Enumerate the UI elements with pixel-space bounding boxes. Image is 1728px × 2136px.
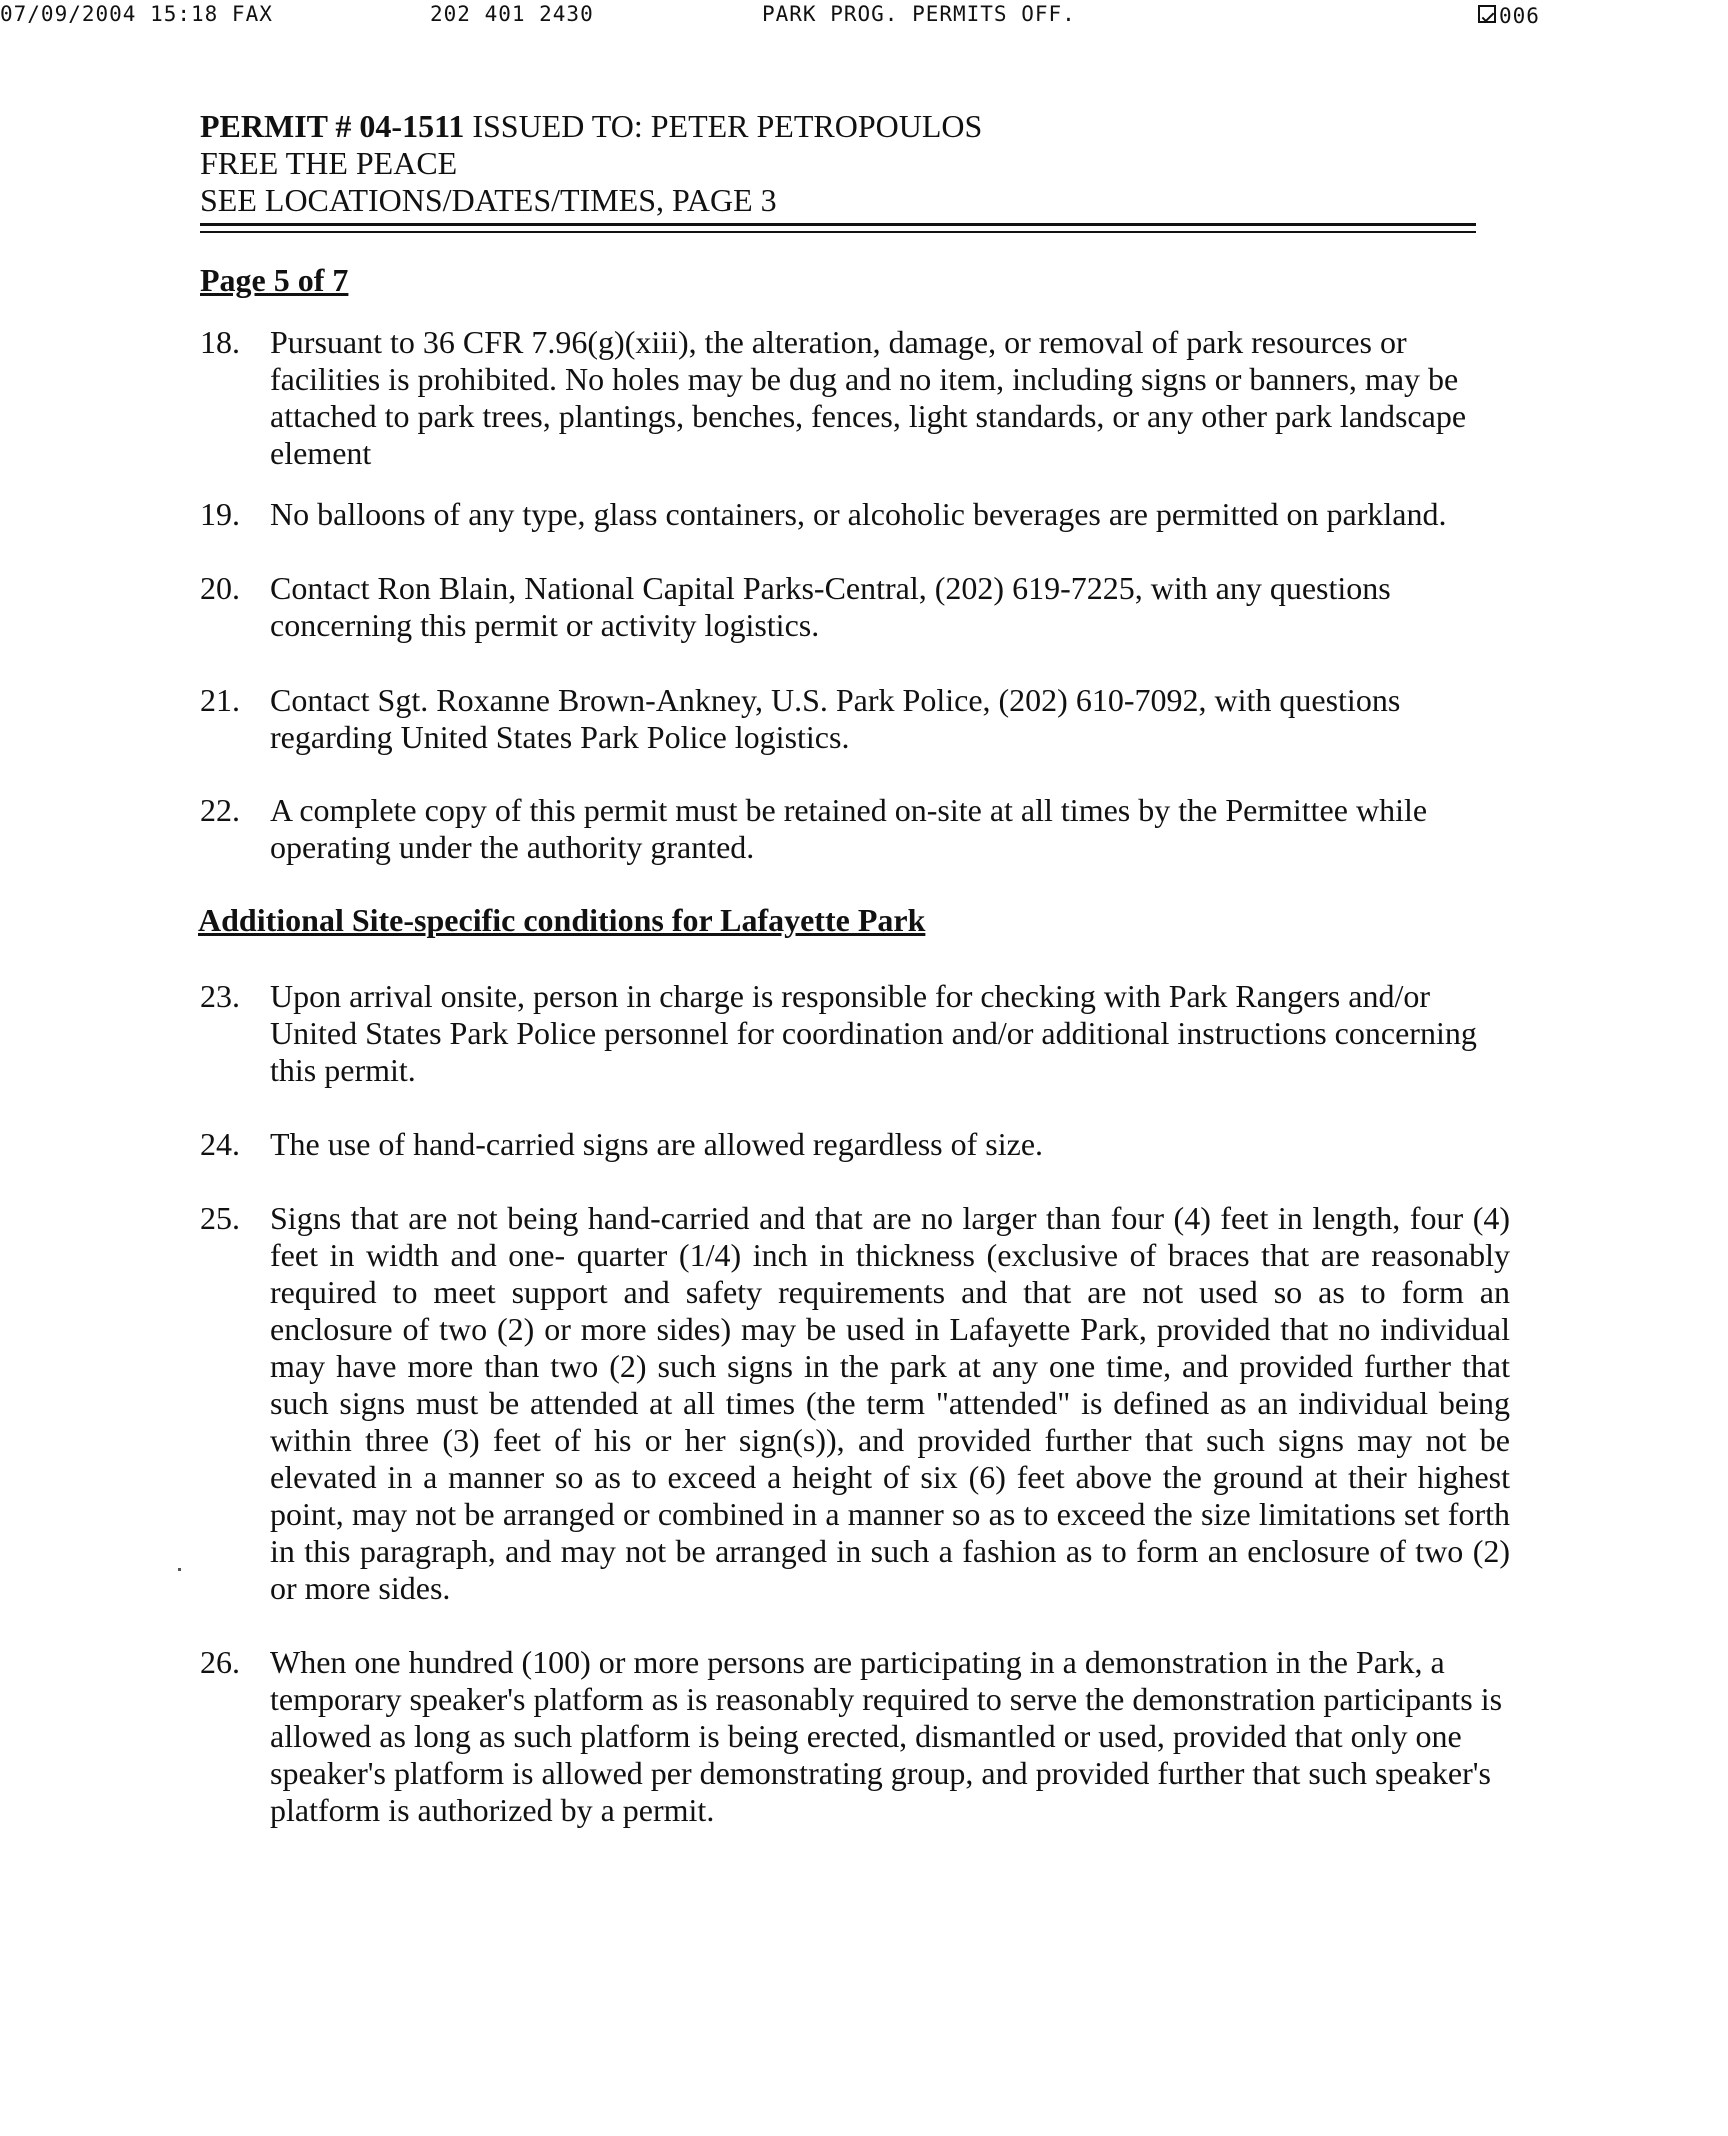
fax-page-number — [1478, 2, 1540, 28]
condition-number: 23. — [200, 978, 240, 1014]
condition-text: Pursuant to 36 CFR 7.96(g)(xiii), the alteration, damage, or removal of park resources or facilities is prohibited. No holes may be dug and no item, including signs or banners, may be attached to park trees, plantings, benches, fences, light standards, or any other park landscape element — [270, 324, 1467, 471]
permit-issued-to: ISSUED TO: PETER PETROPOULOS — [464, 108, 983, 144]
condition-number: 21. — [200, 682, 240, 718]
fax-page-icon — [1478, 5, 1496, 23]
site-condition-item — [200, 1644, 1510, 1829]
condition-text: Contact Sgt. Roxanne Brown-Ankney, U.S. Park Police, (202) 610-7092, with questions regarding United States Park Police logistics. — [270, 682, 1401, 755]
fax-office-name: PARK PROG. PERMITS OFF. — [762, 2, 1076, 26]
condition-text: When one hundred (100) or more persons are participating in a demonstration in the Park, a temporary speaker's platform as is reasonably required to serve the demonstration participants is allowed as long as such platform is being erected, dismantled or used, provided that only one speaker's platform is allowed per demonstrating group, and provided further that such speaker's platform is authorized by a permit. — [270, 1644, 1503, 1828]
condition-item — [200, 570, 1510, 644]
condition-text: Contact Ron Blain, National Capital Parks-Central, (202) 619-7225, with any questions concerning this permit or activity logistics. — [270, 570, 1391, 643]
condition-text: The use of hand-carried signs are allowed regardless of size. — [270, 1126, 1044, 1162]
condition-number: 25. — [200, 1200, 240, 1236]
fax-page-number-value: 006 — [1499, 4, 1540, 28]
condition-text: Upon arrival onsite, person in charge is responsible for checking with Park Rangers and/or United States Park Police personnel for coordination and/or additional instructions concerning this permit. — [270, 978, 1477, 1088]
see-reference: SEE LOCATIONS/DATES/TIMES, PAGE 3 — [200, 182, 777, 218]
site-condition-item — [200, 1200, 1510, 1607]
condition-text: A complete copy of this permit must be retained on-site at all times by the Permittee while operating under the authority granted. — [270, 792, 1428, 865]
event-name: FREE THE PEACE — [200, 145, 458, 181]
fax-header — [0, 0, 1728, 34]
header-divider — [200, 223, 1476, 233]
condition-number: 22. — [200, 792, 240, 828]
condition-item — [200, 682, 1510, 756]
condition-item — [200, 496, 1510, 533]
site-condition-item — [200, 1126, 1510, 1163]
page-label: Page 5 of 7 — [200, 262, 349, 298]
condition-number: 19. — [200, 496, 240, 532]
permit-number: PERMIT # 04-1511 — [200, 108, 465, 144]
condition-item — [200, 324, 1510, 472]
section-title: Additional Site-specific conditions for Lafayette Park — [198, 902, 926, 938]
condition-text: Signs that are not being hand-carried and that are no larger than four (4) feet in length, four (4) feet in width and one- quarter (1/4) inch in thickness (exclusive of braces that are reasonably required to meet support and safety requirements and that are not used so as to form an enclosure of two (2) or more sides) may be used in Lafayette Park, provided that no individual may have more than two (2) such signs in the park at any one time, and provided further that such signs must be attended at all times (the term "attended" is defined as an individual being within three (3) feet of his or her sign(s)), and provided further that such signs may not be elevated in a manner so as to exceed a height of six (6) feet above the ground at their highest point, may not be arranged or combined in a manner so as to exceed the size limitations set forth in this paragraph, and may not be arranged in such a fashion as to form an enclosure of two (2) or more sides. — [270, 1200, 1510, 1606]
scan-speck — [178, 1568, 181, 1571]
condition-text: No balloons of any type, glass containers, or alcoholic beverages are permitted on parkland. — [270, 496, 1447, 532]
permit-header — [200, 108, 1500, 219]
condition-item — [200, 792, 1510, 866]
fax-phone-number: 202 401 2430 — [430, 2, 594, 26]
condition-number: 24. — [200, 1126, 240, 1162]
site-condition-item — [200, 978, 1510, 1089]
permit-header-line-1 — [200, 108, 1500, 145]
condition-number: 20. — [200, 570, 240, 606]
condition-number: 26. — [200, 1644, 240, 1680]
condition-number: 18. — [200, 324, 240, 360]
fax-timestamp: 07/09/2004 15:18 FAX — [0, 2, 273, 26]
